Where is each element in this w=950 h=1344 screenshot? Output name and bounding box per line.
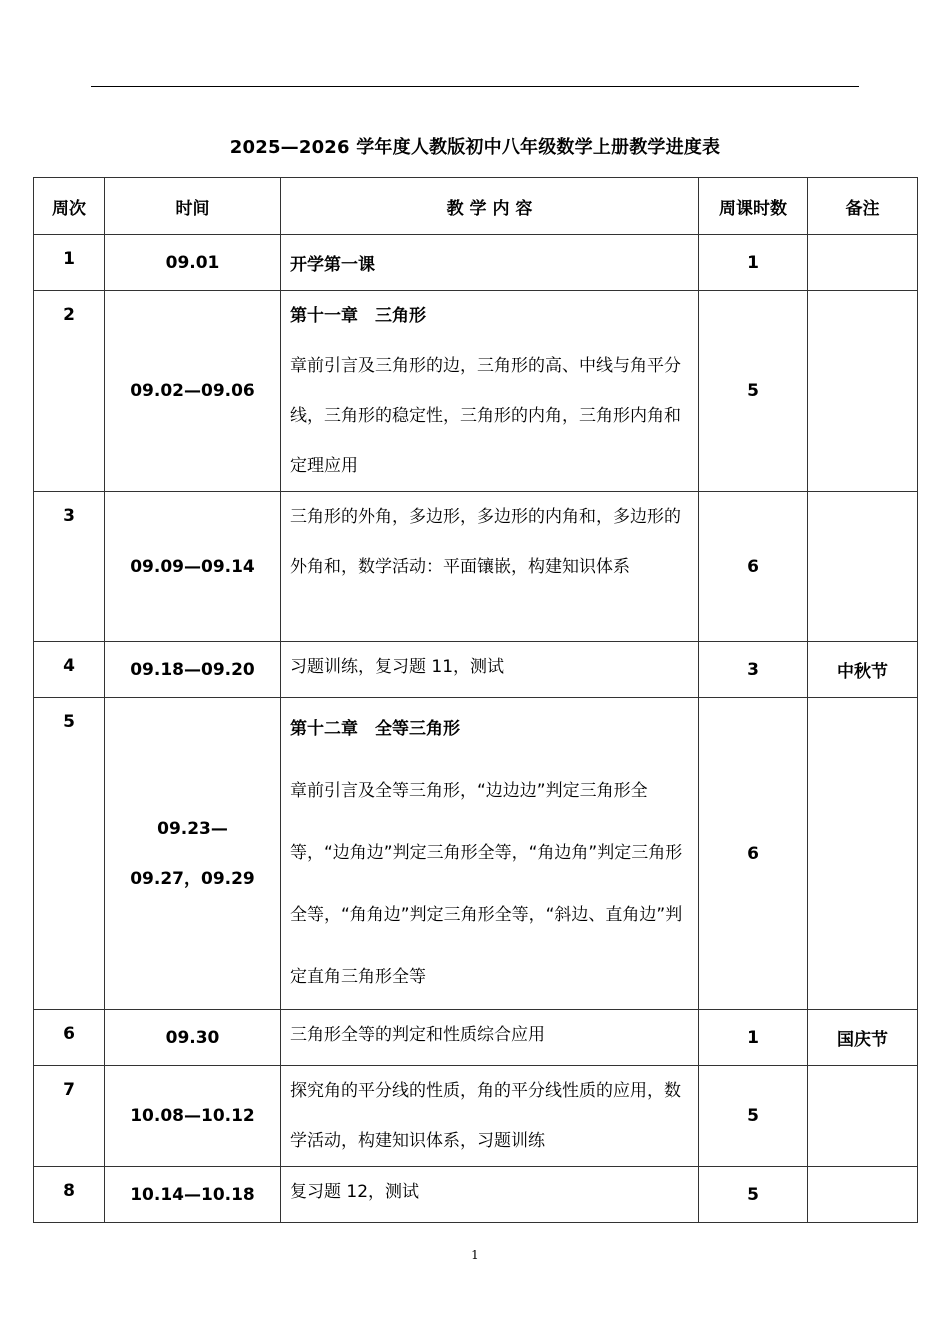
date-cell: 09.18—09.20 — [105, 642, 281, 698]
schedule-table — [33, 177, 918, 1223]
header-note: 备注 — [808, 178, 918, 235]
content-cell — [281, 1010, 699, 1066]
content-text: 习题训练，复习题 11，测试 — [290, 657, 505, 677]
chapter-title: 开学第一课 — [290, 255, 375, 275]
week-number: 4 — [63, 656, 75, 676]
week-cell — [34, 1066, 105, 1167]
hours-cell: 5 — [699, 291, 808, 492]
table-row — [34, 698, 918, 1010]
table-row — [34, 1010, 918, 1066]
content-cell — [281, 235, 699, 291]
week-cell — [34, 642, 105, 698]
page-number: 1 — [471, 1248, 479, 1262]
chapter-title: 第十一章 三角形 — [290, 306, 426, 326]
week-number: 5 — [63, 712, 75, 732]
table-row — [34, 1167, 918, 1223]
week-cell — [34, 1167, 105, 1223]
content-text: 探究角的平分线的性质，角的平分线性质的应用，数学活动，构建知识体系，习题训练 — [290, 1081, 681, 1151]
note-cell: 中秋节 — [808, 642, 918, 698]
note-cell: 国庆节 — [808, 1010, 918, 1066]
week-number: 2 — [63, 305, 75, 325]
date-cell: 09.30 — [105, 1010, 281, 1066]
week-number: 6 — [63, 1024, 75, 1044]
date-cell: 09.02—09.06 — [105, 291, 281, 492]
hours-cell: 3 — [699, 642, 808, 698]
note-cell — [808, 1167, 918, 1223]
chapter-title: 第十二章 全等三角形 — [290, 719, 460, 739]
header-date: 时间 — [105, 178, 281, 235]
week-cell — [34, 235, 105, 291]
content-cell — [281, 698, 699, 1010]
header-hours: 周课时数 — [699, 178, 808, 235]
date-range: 09.23—09.27，09.29 — [130, 818, 255, 889]
content-text: 复习题 12，测试 — [290, 1182, 420, 1202]
hours-cell: 6 — [699, 698, 808, 1010]
content-cell — [281, 1167, 699, 1223]
hours-cell: 5 — [699, 1167, 808, 1223]
content-text: 章前引言及全等三角形，“边边边”判定三角形全等，“边角边”判定三角形全等，“角边角”判定三角形全等，“角角边”判定三角形全等，“斜边、直角边”判定直角三角形全等 — [290, 781, 683, 987]
header-content: 教 学 内 容 — [281, 178, 699, 235]
content-cell — [281, 1066, 699, 1167]
note-cell — [808, 1066, 918, 1167]
week-cell — [34, 291, 105, 492]
date-cell: 10.14—10.18 — [105, 1167, 281, 1223]
date-cell: 09.01 — [105, 235, 281, 291]
hours-cell: 1 — [699, 235, 808, 291]
note-cell — [808, 492, 918, 642]
content-cell — [281, 291, 699, 492]
note-cell — [808, 291, 918, 492]
hours-cell: 6 — [699, 492, 808, 642]
date-cell: 09.09—09.14 — [105, 492, 281, 642]
date-cell: 10.08—10.12 — [105, 1066, 281, 1167]
week-number: 3 — [63, 506, 75, 526]
table-header-row — [34, 178, 918, 235]
date-cell — [105, 698, 281, 1010]
table-row — [34, 291, 918, 492]
table-row — [34, 1066, 918, 1167]
week-cell — [34, 698, 105, 1010]
week-number: 7 — [63, 1080, 75, 1100]
content-text: 章前引言及三角形的边，三角形的高、中线与角平分线，三角形的稳定性，三角形的内角，三角形内角和定理应用 — [290, 356, 681, 476]
content-cell — [281, 492, 699, 642]
note-cell — [808, 698, 918, 1010]
table-row — [34, 492, 918, 642]
header-rule — [91, 86, 859, 87]
content-text: 三角形的外角，多边形，多边形的内角和，多边形的外角和，数学活动：平面镶嵌，构建知识体系 — [290, 507, 681, 577]
hours-cell: 5 — [699, 1066, 808, 1167]
week-number: 8 — [63, 1181, 75, 1201]
hours-cell: 1 — [699, 1010, 808, 1066]
content-cell — [281, 642, 699, 698]
week-number: 1 — [63, 249, 75, 269]
week-cell — [34, 492, 105, 642]
table-row — [34, 235, 918, 291]
week-cell — [34, 1010, 105, 1066]
page-title: 2025—2026 学年度人教版初中八年级数学上册教学进度表 — [229, 137, 721, 158]
note-cell — [808, 235, 918, 291]
header-week: 周次 — [34, 178, 105, 235]
table-row — [34, 642, 918, 698]
content-text: 三角形全等的判定和性质综合应用 — [290, 1025, 545, 1045]
